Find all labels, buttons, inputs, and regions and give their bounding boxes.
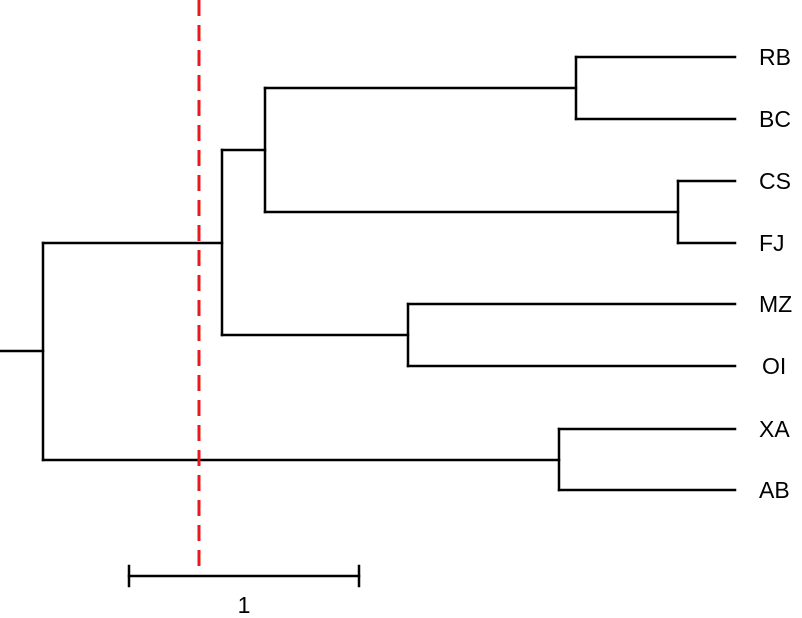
- tip-label-rb: RB: [759, 44, 791, 70]
- tip-label-cs: CS: [759, 168, 791, 194]
- tip-label-mz: MZ: [759, 291, 793, 317]
- tip-label-ab: AB: [759, 477, 790, 503]
- tip-label-bc: BC: [759, 106, 791, 132]
- tip-label-oi: OI: [762, 353, 787, 379]
- tip-label-xa: XA: [759, 416, 790, 442]
- tip-label-fj: FJ: [759, 230, 785, 256]
- scale-bar-label: 1: [237, 592, 251, 618]
